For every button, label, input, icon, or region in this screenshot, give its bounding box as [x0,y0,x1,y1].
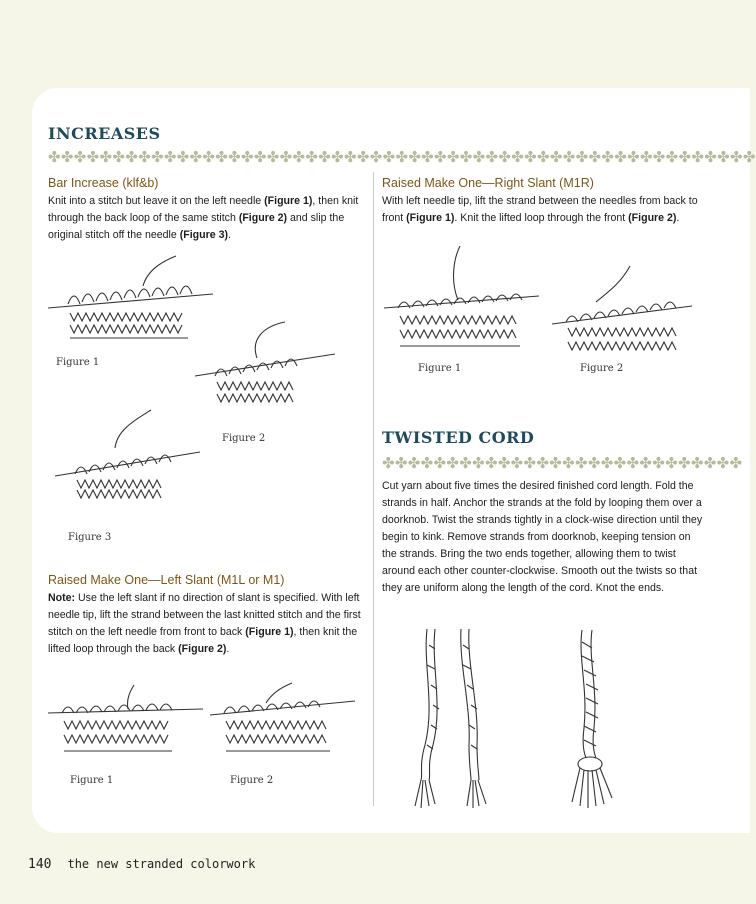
twisted-cord-finished-illustration [560,628,620,810]
raised-right-figure-2-label: Figure 2 [580,363,624,374]
twisted-cord-heading: TWISTED CORD [382,428,535,447]
raised-left-text: Note: Use the left slant if no direction of slant is specified. With left needle tip, lift the strand between the last knitted stitch and the first stitch on the left needle from front to back (Figure 1), then knit the lifted loop through the back (Figure 2). [48,592,361,655]
raised-right-figure-1-illustration [384,244,544,359]
bar-increase-figure-2-illustration [195,318,340,408]
bar-increase-figure-2-label: Figure 2 [222,433,266,444]
bar-increase-figure-1-label: Figure 1 [56,357,100,368]
page-number: 140 [28,857,52,872]
twisted-cord-text: Cut yarn about five times the desired finished cord length. Fold the strands in half. Anchor the strands at the fold by looping them over a doorknob. Twist the strands tightly in a clock-wise direction until they begin to kink. Remove strands from doorknob, keeping tension on the strands. Bring the two ends together, allowing them to twist around each other counter-clockwise. Smooth out the twists so that they are uniform along the length of the cord. Knot the ends. [382,480,703,594]
twisted-cord-strands-illustration [405,625,495,810]
raised-left-figure-1-label: Figure 1 [70,775,114,786]
page-footer [28,857,255,872]
increases-heading: INCREASES [48,124,161,143]
bar-increase-figure-3-illustration [55,408,205,503]
book-title: the new stranded colorwork [67,857,256,871]
twisted-cord-ornament-rule: ✤✤✤✤✤✤✤✤✤✤✤✤✤✤✤✤✤✤✤✤✤✤✤✤✤✤✤✤ [382,455,743,472]
raised-left-figure-2-illustration [210,683,360,768]
raised-right-figure-1-label: Figure 1 [418,363,462,374]
raised-left-figure-1-illustration [48,685,208,770]
raised-right-figure-2-illustration [552,262,697,362]
raised-right-title: Raised Make One—Right Slant (M1R) [382,176,594,190]
raised-right-text: With left needle tip, lift the strand between the needles from back to front (Figure 1). Knit the lifted loop through the front (Figure 2). [382,195,698,224]
bar-increase-figure-1-illustration [48,258,218,348]
bar-increase-figure-3-label: Figure 3 [68,532,112,543]
raised-left-title: Raised Make One—Left Slant (M1L or M1) [48,573,285,587]
bar-increase-text: Knit into a stitch but leave it on the left needle (Figure 1), then knit through the back loop of the same stitch (Figure 2) and slip the original stitch off the needle (Figure 3). [48,195,359,241]
raised-left-figure-2-label: Figure 2 [230,775,274,786]
increases-ornament-rule: ✤✤✤✤✤✤✤✤✤✤✤✤✤✤✤✤✤✤✤✤✤✤✤✤✤✤✤✤✤✤✤✤✤✤✤✤✤✤✤✤✤✤✤✤✤✤✤✤✤✤✤✤✤✤✤ [48,149,756,166]
bar-increase-title: Bar Increase (klf&b) [48,176,159,190]
column-divider [373,172,374,806]
